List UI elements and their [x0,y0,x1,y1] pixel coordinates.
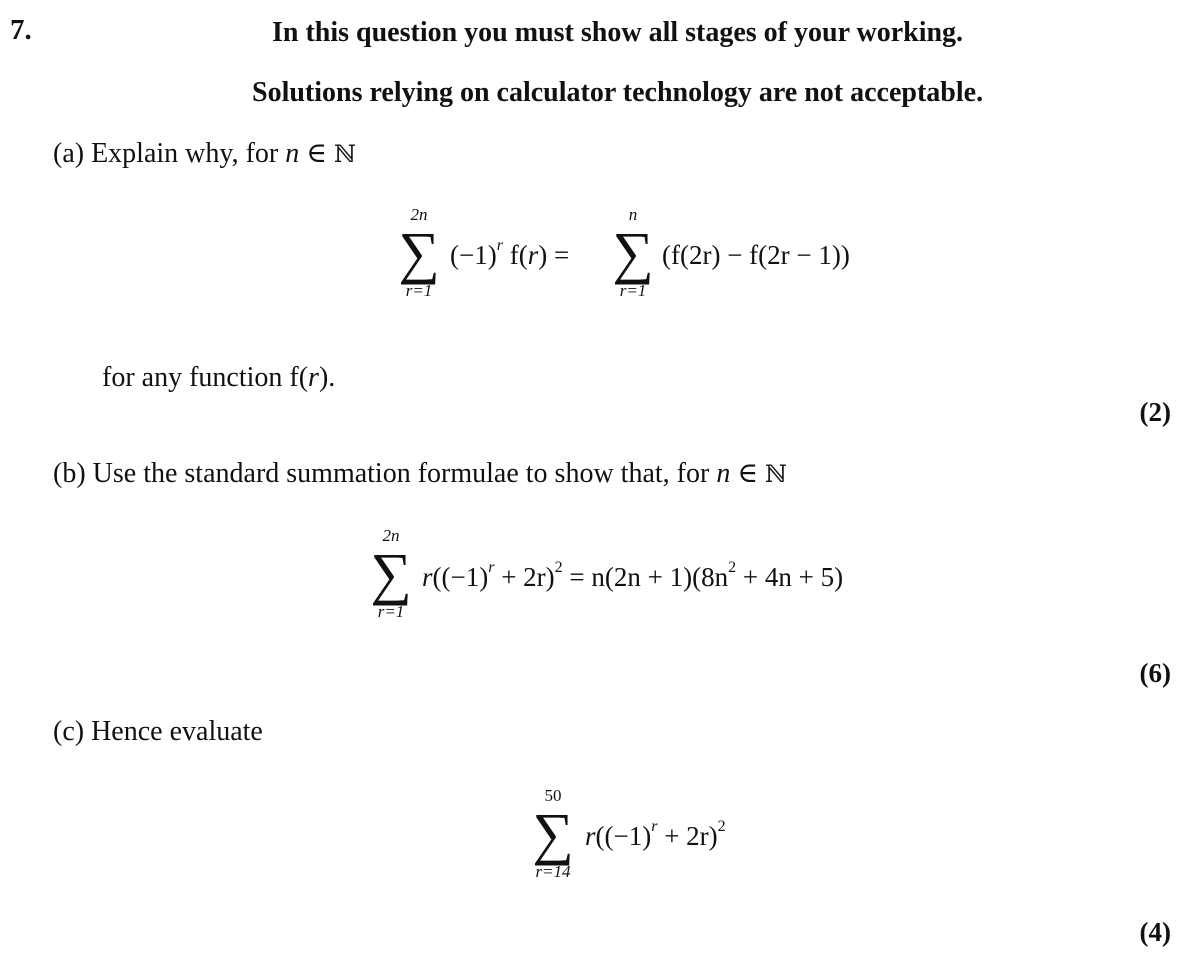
part-c-label: (c) [53,716,85,747]
part-b-rhs-sq: 2 [728,559,737,576]
part-c-term-rest: + 2r) [657,821,718,851]
part-a-elem: ∈ [306,138,327,169]
part-b-var-n: n [716,458,731,489]
part-a-sum1 [384,206,454,300]
part-a-footer-var: r [308,362,319,393]
part-a-sum1-upper: 2n [410,205,428,224]
part-b-term-rest: + 2r) [494,562,555,592]
sigma-icon: ∑ [532,801,574,866]
part-b-naturals: ℕ [765,460,787,488]
part-a-naturals: ℕ [333,140,356,168]
part-a-label: (a) [53,138,85,169]
part-a-footer-close: ). [318,362,336,393]
part-b-sum-lower: r=1 [377,602,405,621]
part-b-text: Use the standard summation formulae to show that, for [92,458,710,489]
part-a-sum2-upper: n [628,205,638,224]
part-b-term-base: ((−1) [432,562,489,592]
part-b-sum [356,527,426,621]
instruction-working: In this question you must show all stages of your working. [272,17,964,48]
part-a-sum1-lower: r=1 [405,281,433,300]
part-b-term-r: r [422,562,433,592]
part-c-sum-upper: 50 [544,786,562,805]
instruction-calculator: Solutions relying on calculator technology are not acceptable. [252,77,984,108]
part-a-sum1-close: ) = [538,240,570,270]
part-a-text: Explain why, for [91,138,279,169]
part-c-term-r: r [585,821,596,851]
part-a-sum1-var: r [527,240,539,270]
sigma-icon: ∑ [398,220,440,285]
part-a-sum1-base: (−1) [450,240,497,270]
part-b-label: (b) [53,458,86,489]
part-a-prompt [53,136,356,170]
part-b-term-sq: 2 [554,559,563,576]
sigma-icon: ∑ [612,220,654,285]
part-c-sum-lower: r=14 [535,862,571,881]
part-c-sum [518,787,588,881]
part-a-sum2-lower: r=1 [619,281,647,300]
part-b-sum-term [422,559,844,593]
part-a-sum2 [598,206,668,300]
part-a-sum1-exp: r [496,237,503,254]
sigma-icon: ∑ [370,541,412,606]
part-a-var-n: n [285,138,300,169]
part-c-marks: (4) [1139,917,1171,947]
part-b-rhs-2: + 4n + 5) [736,562,844,592]
part-b-sum-upper: 2n [382,526,400,545]
part-b-prompt [53,456,787,490]
question-number: 7. [10,14,32,46]
part-a-footer-text: for any function f( [102,362,309,393]
part-b-marks: (6) [1139,658,1171,688]
part-c-term-exp: r [651,818,658,835]
part-a-sum1-term [450,237,570,271]
part-b-rhs-1: = n(2n + 1)(8n [562,562,729,592]
part-a-footer [102,362,335,394]
part-a-sum1-func: f( [502,240,528,270]
part-c-term-base: ((−1) [595,821,652,851]
part-c-prompt [53,716,263,748]
part-c-sum-term [585,818,726,852]
part-c-text: Hence evaluate [91,716,263,747]
part-b-term-exp: r [488,559,495,576]
part-b-elem: ∈ [737,458,759,489]
part-a-marks: (2) [1139,397,1171,427]
part-a-sum2-term: (f(2r) − f(2r − 1)) [662,240,850,270]
part-c-term-sq: 2 [717,818,726,835]
